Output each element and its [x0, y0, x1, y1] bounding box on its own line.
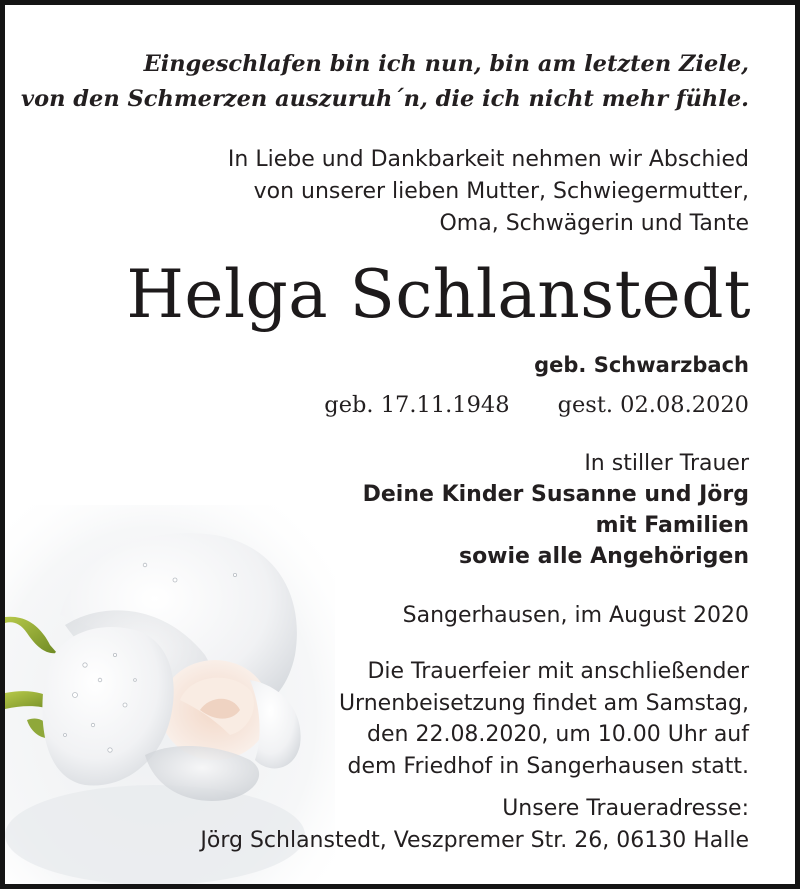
mourners-block	[363, 448, 749, 572]
address-value: Jörg Schlanstedt, Veszpremer Str. 26, 06130 Halle	[200, 828, 749, 853]
mourning-address	[200, 793, 749, 857]
motto-line: von den Schmerzen auszuruh´n, die ich nicht mehr fühle.	[21, 86, 749, 112]
mourners-line: mit Familien	[595, 513, 749, 538]
place-and-date: Sangerhausen, im August 2020	[402, 603, 749, 628]
death-date: gest. 02.08.2020	[557, 392, 749, 418]
mourners-line: Deine Kinder Susanne und Jörg	[362, 482, 749, 507]
motto-line: Eingeschlafen bin ich nun, bin am letzten Ziele,	[143, 51, 749, 77]
funeral-line: den 22.08.2020, um 10.00 Uhr auf	[367, 722, 749, 747]
address-label: Unsere Traueradresse:	[502, 796, 749, 821]
birth-date: geb. 17.11.1948	[324, 392, 510, 418]
mourners-intro: In stiller Trauer	[584, 451, 749, 476]
intro-line: Oma, Schwägerin und Tante	[439, 211, 749, 236]
life-dates	[324, 389, 749, 421]
intro-line: In Liebe und Dankbarkeit nehmen wir Abschied	[227, 147, 749, 172]
funeral-line: Urnenbeisetzung findet am Samstag,	[338, 690, 749, 716]
farewell-intro	[228, 144, 749, 240]
deceased-name: Helga Schlanstedt	[126, 256, 751, 333]
funeral-line: dem Friedhof in Sangerhausen statt.	[347, 753, 749, 779]
mourners-line: sowie alle Angehörigen	[458, 544, 749, 569]
funeral-line: Die Trauerfeier mit anschließender	[367, 659, 749, 684]
intro-line: von unserer lieben Mutter, Schwiegermutter,	[253, 179, 749, 204]
funeral-info	[339, 656, 749, 782]
birth-name: geb. Schwarzbach	[534, 353, 749, 377]
motto-verse	[21, 47, 749, 117]
